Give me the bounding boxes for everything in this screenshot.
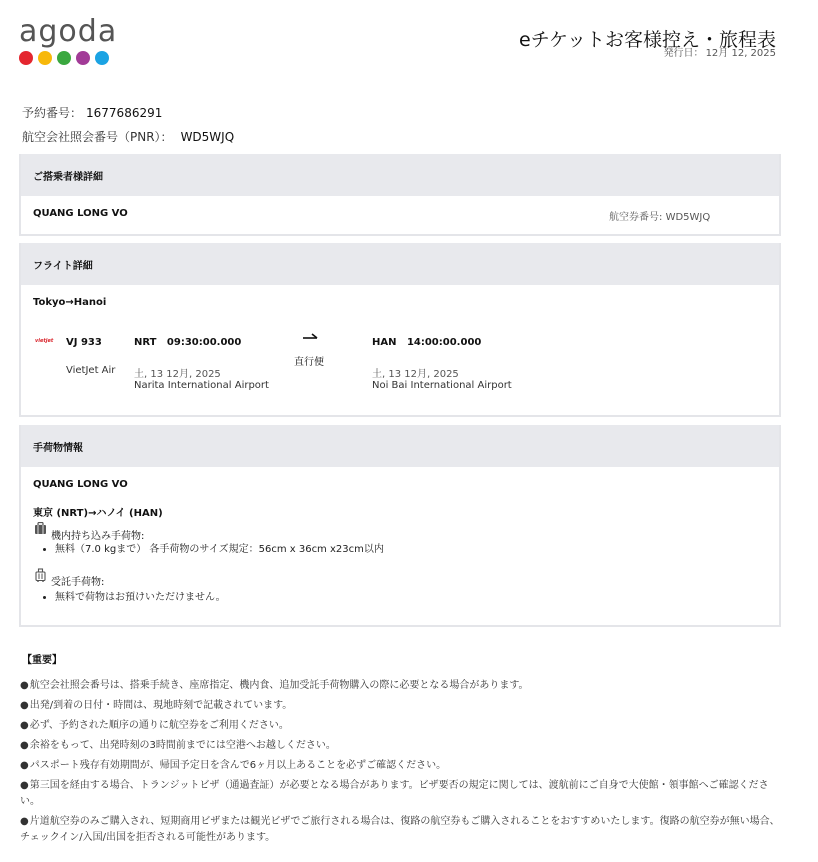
departure-airport: Narita International Airport	[134, 380, 269, 391]
note-item: ●片道航空券のみご購入され、短期商用ビザまたは観光ビザでご旅行される場合は、復路の航空券もご購入されることをおすすめいたします。復路の航空券が無い場合、チェックイン/入国/出国を拒否される可能性があります。	[20, 816, 780, 843]
baggage-section-heading: 手荷物情報	[21, 425, 779, 467]
carry-on-item: • 無料（7.0 kgまで） 各手荷物のサイズ規定：56cm x 36cm x23cm以内	[55, 543, 384, 557]
departure-date: 土, 13 12月, 2025	[134, 369, 221, 380]
ticket-number	[609, 208, 710, 223]
baggage-passenger-name: QUANG LONG VO	[33, 479, 128, 490]
passenger-section-heading: ご搭乗者様詳細	[21, 154, 779, 196]
departure-time: 09:30:00.000	[166, 337, 242, 348]
logo-dots	[19, 51, 117, 65]
important-notes	[20, 678, 780, 850]
pnr-label: 航空会社照会番号（PNR）：	[22, 130, 173, 144]
logo-dot-blue	[95, 51, 109, 65]
passenger-name: QUANG LONG VO	[33, 208, 128, 219]
agoda-logo	[19, 16, 117, 65]
flight-section	[19, 243, 781, 417]
checked-baggage-item: • 無料で荷物はお預けいただけません。	[55, 591, 226, 605]
carry-on-list	[21, 543, 384, 557]
arrival-code-time	[372, 337, 481, 348]
checked-baggage-list	[21, 591, 226, 605]
flight-route: Tokyo→Hanoi	[33, 297, 107, 308]
note-item: ●必ず、予約された順序の通りに航空券をご利用ください。	[20, 720, 289, 731]
logo-dot-green	[57, 51, 71, 65]
note-item: ●出発/到着の日付・時間は、現地時刻で記載されています。	[20, 700, 293, 711]
arrow-right-icon	[303, 333, 319, 341]
logo-dot-red	[19, 51, 33, 65]
departure-code: NRT	[134, 337, 157, 348]
arrival-airport: Noi Bai International Airport	[372, 380, 512, 391]
carry-on-label: 機内持ち込み手荷物:	[51, 531, 145, 542]
page-title: eチケットお客様控え・旅程表	[519, 29, 776, 51]
reservation-number-value: 1677686291	[86, 106, 163, 120]
note-item: ●航空会社照会番号は、搭乗手続き、座席指定、機内食、追加受託手荷物購入の際に必要となる場合があります。	[20, 680, 529, 691]
carry-on-bag-icon	[34, 522, 47, 535]
note-item: ●余裕をもって、出発時刻の3時間前までには空港へお越しください。	[20, 740, 336, 751]
reservation-number-row	[22, 104, 162, 121]
logo-text: agoda	[19, 14, 118, 49]
reservation-number-label: 予約番号：	[22, 106, 83, 120]
arrival-code: HAN	[372, 337, 397, 348]
vietjet-logo: vietjet	[35, 338, 54, 344]
airline-name: VietJet Air	[66, 365, 116, 376]
flight-section-heading: フライト詳細	[21, 243, 779, 285]
issue-date-value: 12月 12, 2025	[705, 48, 776, 59]
note-item: ●パスポート残存有効期間が、帰国予定日を含んで6ヶ月以上あることを必ずご確認ください。	[20, 760, 447, 771]
departure-code-time	[134, 337, 241, 348]
logo-dot-purple	[76, 51, 90, 65]
direct-flight-label: 直行便	[294, 357, 324, 368]
ticket-number-value: WD5WJQ	[665, 212, 711, 223]
flight-number: VJ 933	[66, 337, 102, 348]
checked-suitcase-icon	[35, 568, 46, 582]
ticket-number-label: 航空券番号:	[609, 212, 663, 223]
issue-date-label: 発行日：	[663, 48, 704, 59]
arrival-date: 土, 13 12月, 2025	[372, 369, 459, 380]
important-heading: 【重要】	[22, 655, 62, 666]
issue-date	[662, 44, 776, 59]
baggage-section	[19, 425, 781, 627]
note-item: ●第三国を経由する場合、トランジットビザ（通過査証）が必要となる場合があります。ビザ要否の規定に関しては、渡航前にご自身で大使館・領事館へご確認ください。	[20, 780, 769, 807]
arrival-time: 14:00:00.000	[406, 337, 482, 348]
passenger-section	[19, 154, 781, 236]
pnr-value: WD5WJQ	[180, 130, 235, 144]
pnr-row	[22, 128, 234, 145]
baggage-route: 東京 (NRT)→ハノイ (HAN)	[33, 508, 163, 519]
checked-baggage-label: 受託手荷物:	[51, 577, 105, 588]
logo-dot-yellow	[38, 51, 52, 65]
